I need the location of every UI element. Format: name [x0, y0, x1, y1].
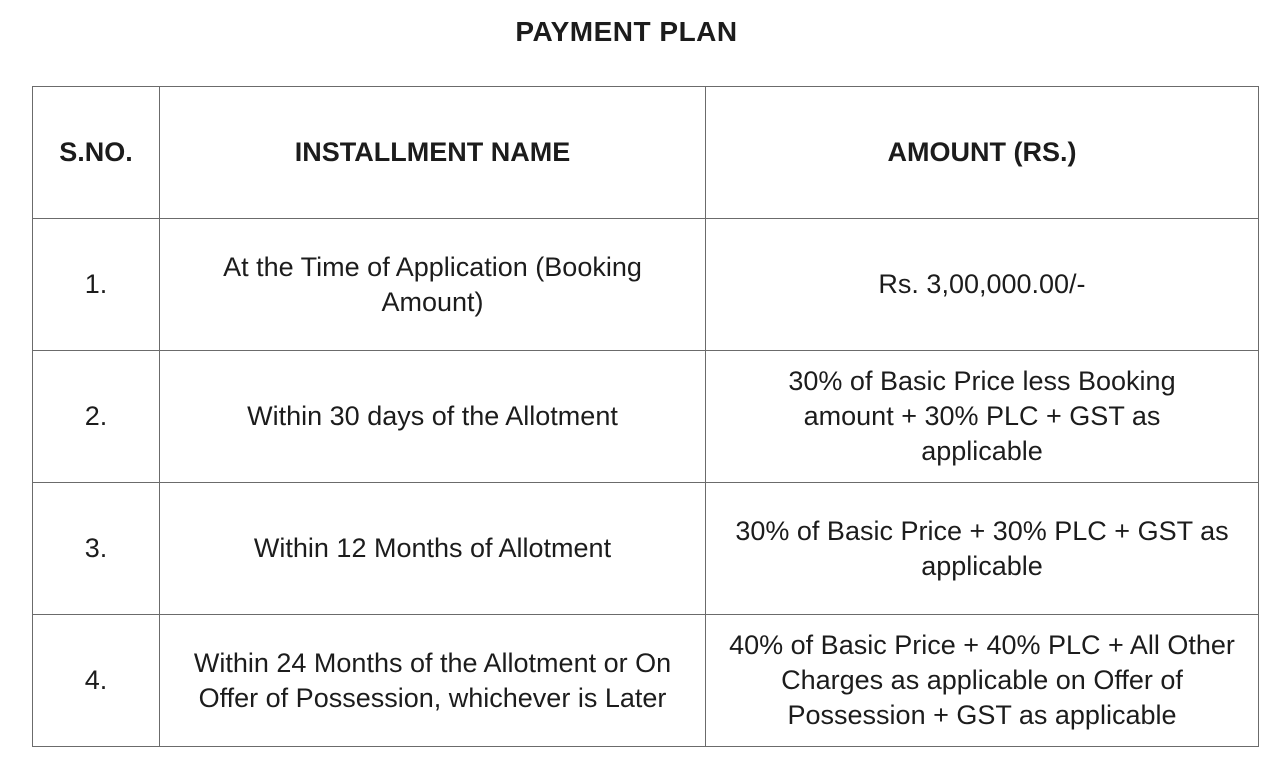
- header-row: [33, 87, 1259, 219]
- cell-amount: 40% of Basic Price + 40% PLC + All Other Charges as applicable on Offer of Possession + GST as applicable: [706, 615, 1259, 747]
- table-row: [33, 615, 1259, 747]
- page-title: PAYMENT PLAN: [515, 16, 738, 47]
- cell-installment-name: Within 12 Months of Allotment: [160, 483, 706, 615]
- cell-installment-name: Within 30 days of the Allotment: [160, 351, 706, 483]
- cell-installment-name: At the Time of Application (Booking Amount): [160, 219, 706, 351]
- payment-plan-table: [32, 86, 1259, 747]
- header-installment-name: INSTALLMENT NAME: [160, 87, 706, 219]
- cell-amount: 30% of Basic Price less Booking amount + 30% PLC + GST as applicable: [706, 351, 1259, 483]
- table-header: [33, 87, 1259, 219]
- table-row: [33, 219, 1259, 351]
- table-body: [33, 219, 1259, 747]
- table-row: [33, 351, 1259, 483]
- cell-sno: 4.: [33, 615, 160, 747]
- table-row: [33, 483, 1259, 615]
- header-amount: AMOUNT (RS.): [706, 87, 1259, 219]
- cell-amount: Rs. 3,00,000.00/-: [706, 219, 1259, 351]
- cell-sno: 1.: [33, 219, 160, 351]
- cell-sno: 3.: [33, 483, 160, 615]
- cell-installment-name: Within 24 Months of the Allotment or On Offer of Possession, whichever is Later: [160, 615, 706, 747]
- cell-sno: 2.: [33, 351, 160, 483]
- cell-amount: 30% of Basic Price + 30% PLC + GST as applicable: [706, 483, 1259, 615]
- header-sno: S.NO.: [33, 87, 160, 219]
